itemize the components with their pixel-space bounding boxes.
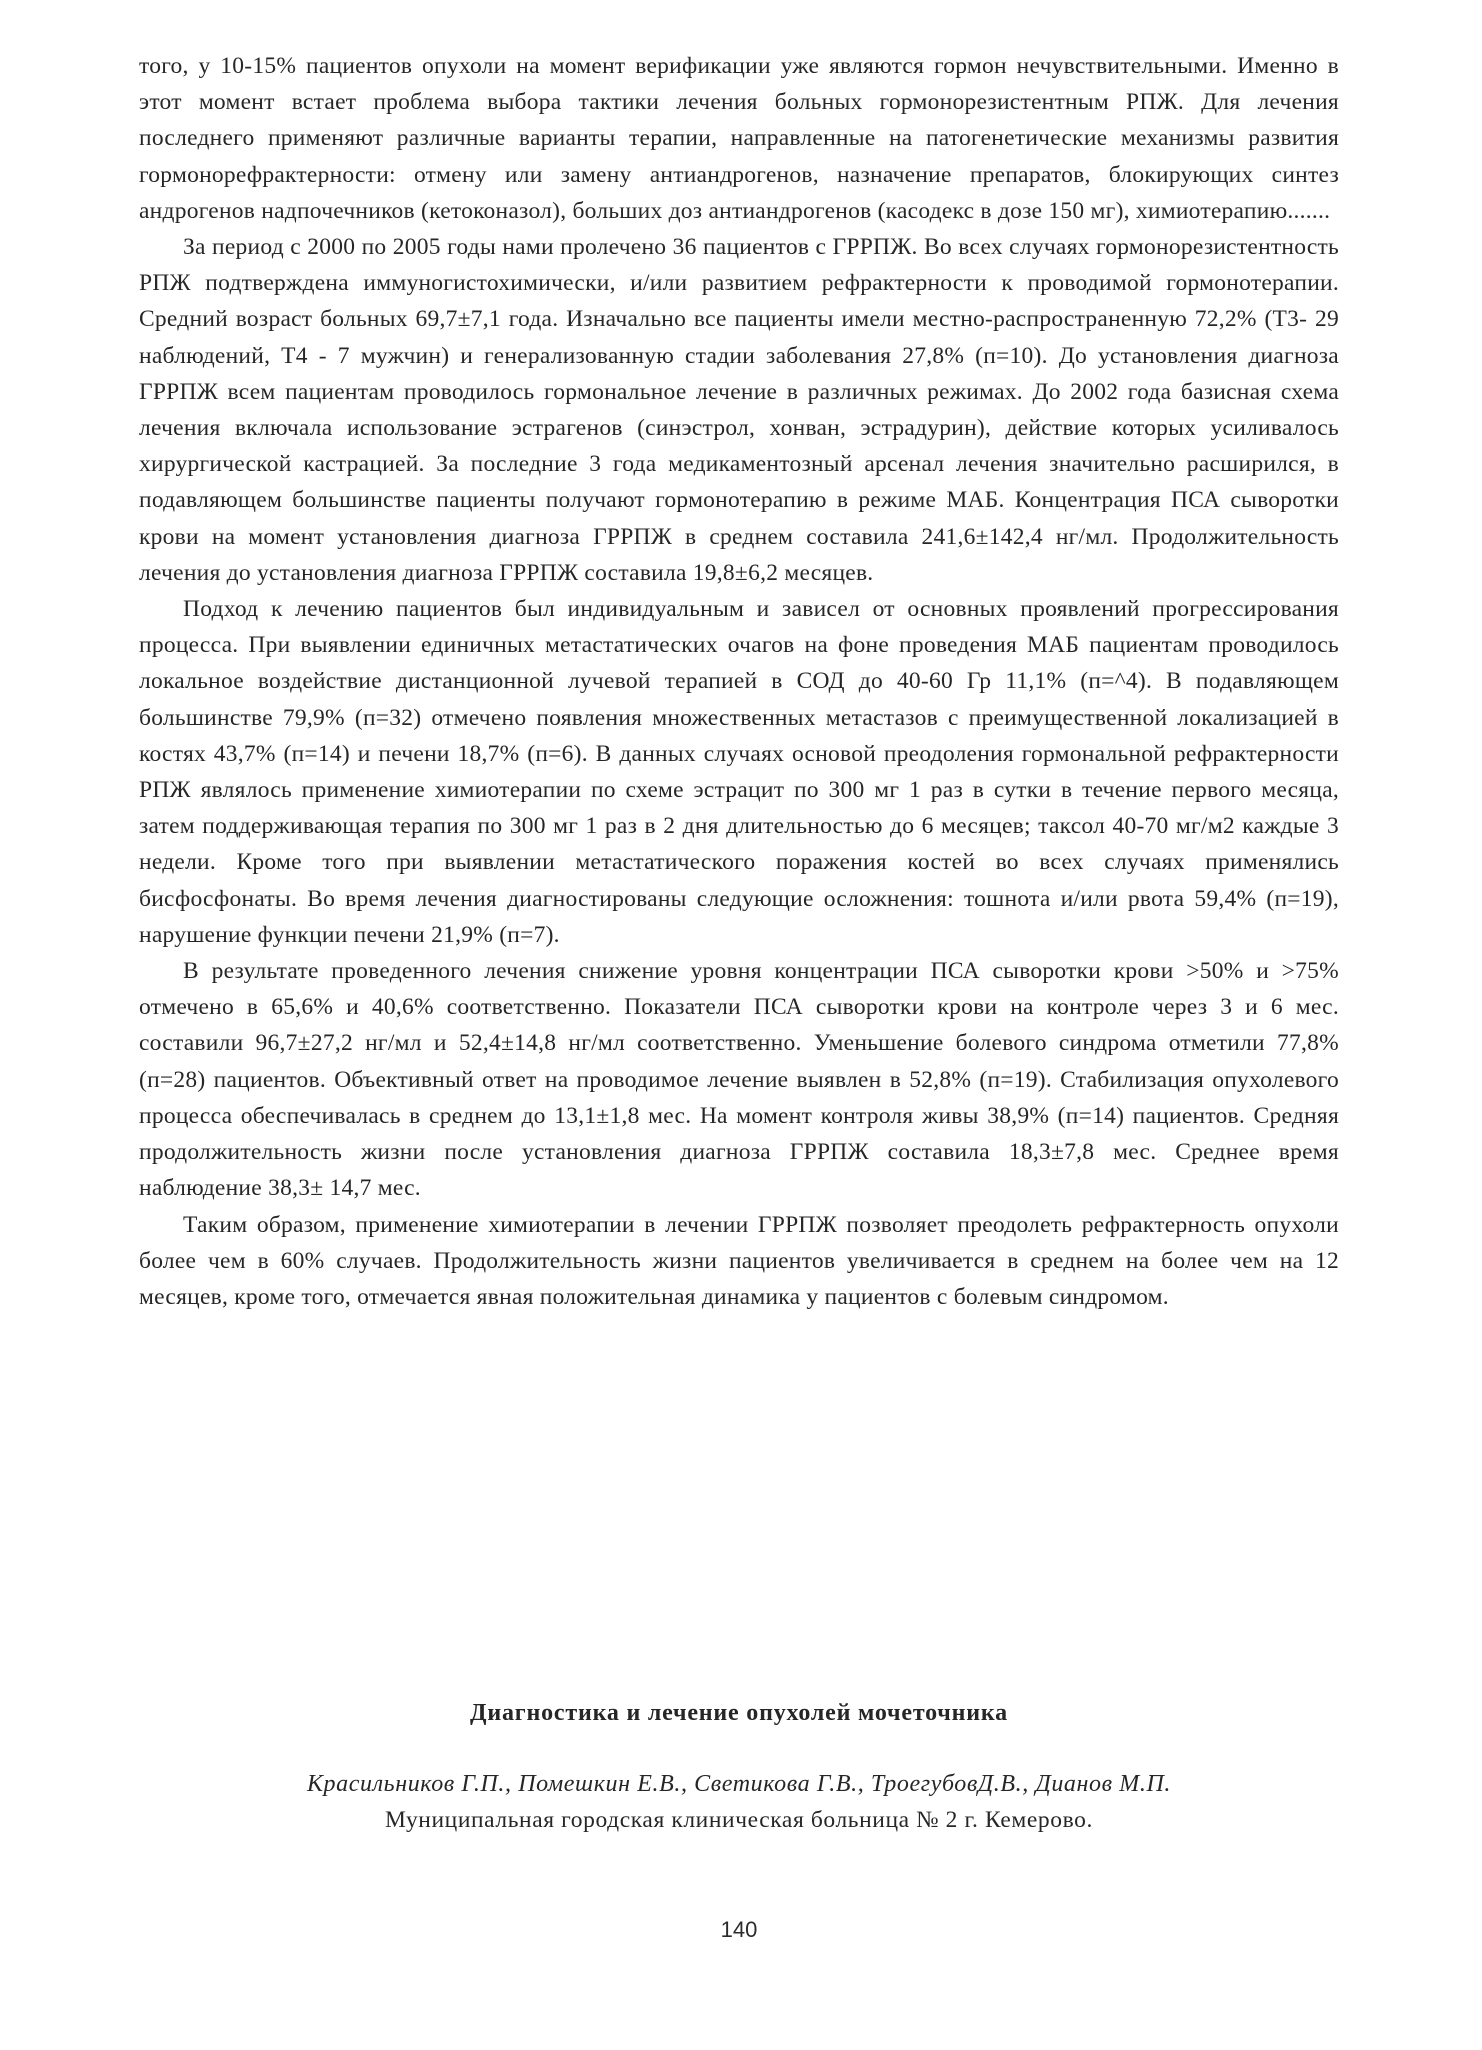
paragraph-patients-cohort: За период с 2000 по 2005 годы нами пролечено 36 пациентов с ГРРПЖ. Во всех случаях гормонорезистентность РПЖ подтверждена иммуногистохимически, и/или развитием рефрактерности к проводимой гормонотерапии. Средний возраст больных 69,7±7,1 года. Изначально все пациенты имели местно-распространенную 72,2% (Т3- 29 наблюдений, Т4 - 7 мужчин) и генерализованную стадии заболевания 27,8% (п=10). До установления диагноза ГРРПЖ всем пациентам проводилось гормональное лечение в различных режимах. До 2002 года базисная схема лечения включала использование эстрагенов (синэстрол, хонван, эстрадурин), действие которых усиливалось хирургической кастрацией. За последние 3 года медикаментозный арсенал лечения значительно расширился, в подавляющем большинстве пациенты получают гормонотерапию в режиме МАБ. Концентрация ПСА сыворотки крови на момент установления диагноза ГРРПЖ в среднем составила 241,6±142,4 нг/мл. Продолжительность лечения до установления диагноза ГРРПЖ составила 19,8±6,2 месяцев. bbox=[139, 234, 1339, 586]
paragraph-continuation: того, у 10-15% пациентов опухоли на момент верификации уже являются гормон нечувствительными. Именно в этот момент встает проблема выбора тактики лечения больных гормонорезистентным РПЖ. Для лечения последнего применяют различные варианты терапии, направленные на патогенетические механизмы развития гормонорефрактерности: отмену или замену антиандрогенов, назначение препаратов, блокирующих синтез андрогенов надпочечников (кетоконазол), больших доз антиандрогенов (касодекс в дозе 150 мг), химиотерапию....... bbox=[139, 53, 1339, 224]
paragraph-treatment-approach: Подход к лечению пациентов был индивидуальным и зависел от основных проявлений прогрессирования процесса. При выявлении единичных метастатических очагов на фоне проведения МАБ пациентам проводилось локальное воздействие дистанционной лучевой терапией в СОД до 40-60 Гр 11,1% (п=^4). В подавляющем большинстве 79,9% (п=32) отмечено появления множественных метастазов с преимущественной локализацией в костях 43,7% (п=14) и печени 18,7% (п=6). В данных случаях основой преодоления гормональной рефрактерности РПЖ являлось применение химиотерапии по схеме эстрацит по 300 мг 1 раз в сутки в течение первого месяца, затем поддерживающая терапия по 300 мг 1 раз в 2 дня длительностью до 6 месяцев; таксол 40-70 мг/м2 каждые 3 недели. Кроме того при выявлении метастатического поражения костей во всех случаях применялись бисфосфонаты. Во время лечения диагностированы следующие осложнения: тошнота и/или рвота 59,4% (п=19), нарушение функции печени 21,9% (п=7). bbox=[139, 596, 1339, 948]
section-affiliation: Муниципальная городская клиническая больница № 2 г. Кемерово. bbox=[385, 1807, 1093, 1833]
page-number: 140 bbox=[720, 1917, 758, 1942]
paragraph-conclusion: Таким образом, применение химиотерапии в лечении ГРРПЖ позволяет преодолеть рефрактерность опухоли более чем в 60% случаев. Продолжительность жизни пациентов увеличивается в среднем на более чем на 12 месяцев, кроме того, отмечается явная положительная динамика у пациентов с болевым синдромом. bbox=[139, 1211, 1339, 1310]
article-body bbox=[139, 48, 1339, 1315]
section-authors: Красильников Г.П., Помешкин Е.В., Светикова Г.В., ТроегубовД.В., Дианов М.П. bbox=[307, 1771, 1171, 1797]
section-title: Диагностика и лечение опухолей мочеточника bbox=[470, 1700, 1008, 1726]
paragraph-results: В результате проведенного лечения снижение уровня концентрации ПСА сыворотки крови >50% и >75% отмечено в 65,6% и 40,6% соответственно. Показатели ПСА сыворотки крови на контроле через 3 и 6 мес. составили 96,7±27,2 нг/мл и 52,4±14,8 нг/мл соответственно. Уменьшение болевого синдрома отметили 77,8% (п=28) пациентов. Объективный ответ на проводимое лечение выявлен в 52,8% (п=19). Стабилизация опухолевого процесса обеспечивалась в среднем до 13,1±1,8 мес. На момент контроля живы 38,9% (п=14) пациентов. Средняя продолжительность жизни после установления диагноза ГРРПЖ составила 18,3±7,8 мес. Среднее время наблюдение 38,3± 14,7 мес. bbox=[139, 958, 1339, 1202]
